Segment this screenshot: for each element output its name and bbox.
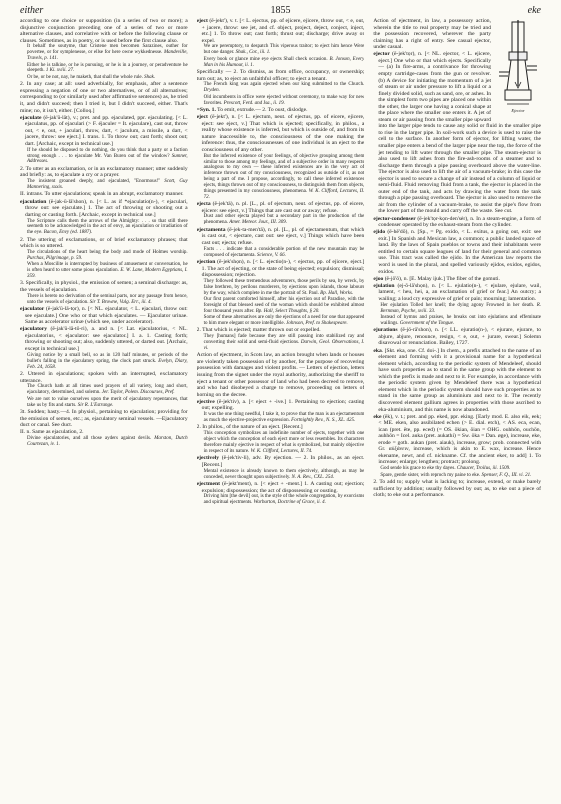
quotation xyxy=(27,397,188,409)
dictionary-entry xyxy=(197,259,365,279)
quotation-text: The Church hath at all times used prayers of all variety, long and short, ejaculatory, determined, and solemn. xyxy=(27,384,188,396)
entry-headword: ejecta xyxy=(196,201,211,208)
entry-definition: 2. To add to; supply what is lacking to; increase, extend, or make barely sufficient by addition; usually followed by out; as, to eke out a piece of cloth; to eke out a performance. xyxy=(373,479,541,499)
dictionary-entry xyxy=(373,276,541,283)
dictionary-entry xyxy=(197,455,365,468)
entry-sense xyxy=(197,69,365,82)
quotation xyxy=(27,436,188,448)
quotation xyxy=(27,219,188,237)
quotation xyxy=(204,412,365,424)
entry-headword: eject xyxy=(196,114,208,121)
quotation-citation: Scott, Guy Mannering, xxxix. xyxy=(27,179,188,191)
dictionary-entry xyxy=(373,414,541,466)
entry-definition: (ē-jö-rā'shon), n. [< LL. ejuratio(n-), < ejurare, ejurare, to abjure, abjure, renounce, resign, < e, out, + jurare, swear.] Solemn disavowal or renunciation. Bailey, 1727. xyxy=(378,327,541,347)
entry-definition: 2. To utter as an exclamation, or in an exclamatory manner; utter suddenly and briefly: as, to ejaculate a cry or a prayer. xyxy=(20,165,188,179)
quotation-text: Mental existence is already known to them ejectively, although, as may be conceded, never thought upon subjectively. xyxy=(203,468,365,480)
quotation-text: Facts . . . indicate that a considerable portion of the new mountain may be composed of ejectamenta. xyxy=(203,246,365,258)
entry-definition: 2. Uttered in ejaculations; spoken with an interrupted, exclamatory utterance. xyxy=(20,371,188,384)
quotation-text: The Scripture calls them the arrows of the Almighty: . . . so that still there seemeth to be acknowledged in the act of envy, an ejaculation or irradiation of the eye. xyxy=(27,218,188,236)
quotation-citation: Fortnightly Rev., N. S., XL. 425. xyxy=(291,418,356,424)
entry-definition: (ē-jak'ū-lā-tō-ri), a. and n. [< Lat. ejaculatorius, < NL. ejaculatorius, < ejaculator: see ejaculator.] I. a. 1. Casting forth; throwing or shooting out; also, suddenly uttered, or darted out. [Archaic, except in technical use.] xyxy=(25,326,188,353)
entry-sense xyxy=(197,352,365,398)
quotation-citation: Science, V. 66. xyxy=(256,252,286,258)
entry-headword: ejector-condenser xyxy=(373,215,416,222)
quotation xyxy=(27,148,188,166)
entry-sense xyxy=(197,327,365,334)
entry-definition: Action of ejectment, in law, a possessory action, wherein the title to real property may be tried and the possession recovered, wherever the party claiming has a right of entry. See casual ejector, under casual. xyxy=(373,18,492,51)
quotation-citation: Bacon, Envy (ed. 1887). xyxy=(43,230,93,236)
entry-sense xyxy=(20,81,188,114)
entry-definition: (ē-jek-ta-men'tä), n. pl. [L., pl. of ejectamentum, that which is cast out, < ejectare, cast out: see eject, v.] Things which have been cast out; ejecta; refuse. xyxy=(201,226,365,246)
quotation-citation: Warburton, Doctrine of Grace, ii. 4. xyxy=(253,500,326,506)
entry-definition: (ej-ō-lā'shọn), n. [< L. ejulatio(n-), < ejulare, ejulare, wail, lament, < heu, hei, a, an exclamation of grief or fear.] An outcry; a wailing; a loud cry expressive of grief or pain; mourning; lamentation. xyxy=(378,282,541,302)
entry-definition: (ē-jekt'), v. t. [< L. ejectus, pp. of ejicere, ejicere, throw out, < e, out, + jacere, throw: see jet, and cf. object, project, deject, conject, inject, etc.] 1. To throw out; cast forth; thrust out; discharge; drive away or expel. xyxy=(201,18,365,44)
quotation xyxy=(204,297,365,315)
quotation xyxy=(204,82,365,94)
quotation-citation: Jer. Taylor, Polem. Discourses, Pref. xyxy=(101,390,175,396)
quotation-text: If he should be disposed to do nothing, do you think that a party or a faction strong enough . . . to ejaculate Mr. Van Buren out of the window? xyxy=(27,147,188,159)
quotation xyxy=(204,44,365,56)
dictionary-entry xyxy=(20,115,188,148)
dictionary-entry xyxy=(373,216,541,229)
quotation-text: When a Moscilite is interrupted by business of amusement or conversation, he is often heard to utter some pious ejaculation. xyxy=(27,262,188,274)
quotation-citation: W. K. Clifford, Lectures, II. 74. xyxy=(250,448,313,454)
ejector-pump-diagram-icon xyxy=(495,20,541,108)
entry-definition: (ē-jekt'), n. [< L. ejectum, neut. of ejectus, pp. of eicere, ejicere, eject: see eject, v.] That which is ejected; specifically, in philos., a reality whose existence is inferred, but which is outside of, and from its nature inaccessible to, the consciousness of the one making the inference: thus, the consciousnesses of one individual is an eject to the consciousness of any other. xyxy=(201,114,365,153)
entry-definition: (ē-jek'tiv), a. [< eject + -ive.] 1. Pertaining to ejection; casting out; expelling. xyxy=(201,398,365,412)
quotation xyxy=(380,315,541,327)
quotation-citation: Chaucer, Troilus, iii. 1509. xyxy=(456,466,511,472)
dictionary-entry xyxy=(197,114,365,153)
entry-headword: ejulation xyxy=(373,282,395,289)
quotation xyxy=(27,384,188,396)
quotation-text: God sende his grace to eke thy dayes. xyxy=(380,466,456,472)
dictionary-entry xyxy=(20,326,188,352)
entry-headword: ejaculate xyxy=(20,114,42,121)
quotation xyxy=(27,353,188,371)
entry-sense xyxy=(20,237,188,250)
entry-headword: ejoo xyxy=(373,275,384,282)
entry-headword: ejaculation xyxy=(20,198,47,205)
quotation-citation: Shak. xyxy=(144,74,156,80)
quotation-citation: Mandeville, Travels, p. 141. xyxy=(27,50,188,62)
entry-definition: To emit, extrude.— 2. To oust, dislodge. xyxy=(215,107,308,113)
dictionary-entry xyxy=(197,227,365,247)
quotation-citation: N. A. Rev., CXL. 254. xyxy=(291,474,335,480)
dictionary-entry xyxy=(197,18,365,44)
entry-definition: . [Skt. eka, one. Cf. doi-.] In chem., a prefix attached to the name of an element and forming with it a provisional name for a hypothetical element which, according to the periodic system of Mendeleef, should have such properties as to stand in the same group with the element to which the prefix is made and next to it. For example, in accordance with the periodic system given by Mendeleef there was a hypothetical element which in the periodic system should have such properties as to stand in the same group as aluminium and next to it. The recently discovered element gallium agrees in properties with those ascribed to eka-aluminium, and this name is now abandoned. xyxy=(378,347,541,413)
quotation-text: Driving him [the devil] out, is the style of the whole congregation, by exorcisms and spiritual ejectments. xyxy=(203,494,365,506)
entry-definition: (ē-jek'tọr), n. [< NL. ejector, < L. ejicere, eject.] One who or that which ejects. Specifically — (a) In fire-arms, a contrivance for throwing empty cartridge-cases from the gun or revolver. (b) A device for initiating the momentum of a jet of steam or air under pressure to lift a liquid or a finely divided solid, such as sand, ore, or ashes. In the simplest form two pipes are placed one within the other, the larger one having a conical shape at the place where the smaller one enters it. A jet of steam or air passing from the smaller pipe upward into the larger pipe tends to cause any solid or fluid in the smaller pipe to rise in the larger pipe. In soil-work such a device is used to raise the cell to the surface. In another form of ejector, for lifting water, the smaller pipe enters a bend of the larger pipe near the top, the force of the jet tending to lift water through the smaller pipe. The steam-ejector is also used to lift ashes from the fire-ash-rooms of a steamer and to discharge them through a pipe passing overboard above the water-line. The ejector is also used to lift the air of a vacuum-brake; in this case the ejector is used to secure a change of air instead of a column of liquid or semi-fluid. Fluid removing fluid from a tank, the ejector is placed in the outer end of the tank, and acts by drawing the water from the tank through a pipe passing overboard. The ejector is also used to remove the air from the cylinder of a vacuum-brake, to assist the pipe's flow from the lower part of the mould and carry off the waste. See cut. xyxy=(378,51,541,215)
quotation xyxy=(204,334,365,352)
quotation-text: The circulations of the heart being the body and mode of Holmes worship. xyxy=(27,250,188,256)
column-middle xyxy=(197,18,365,800)
quotation-text: It was the one thing needful, I take it, to prove that the man is an ejectamentum as much the ejective-projective expression. xyxy=(203,412,365,424)
quotation-citation: R. Bernman, Psyche, xviii. 33. xyxy=(380,302,541,314)
dictionary-entry xyxy=(373,327,541,347)
quotation xyxy=(27,63,188,75)
quotation-citation: Darwin, Geol. Observations, I. vi. xyxy=(203,340,365,351)
entry-headword: ejaculatory xyxy=(20,326,48,333)
entry-sense xyxy=(373,479,541,499)
quotation-citation: Sir R. L'Estrange. xyxy=(77,402,114,408)
entry-definition: (ē-jek'shọn), n. [< L. ejectio(n-), < ejectus, pp. of ejicere, eject.] 1. The act of ejecting, or the state of being ejected; expulsion; dismissal; dispossession; rejection. xyxy=(201,258,365,279)
quotation xyxy=(204,154,365,201)
quotation xyxy=(27,294,188,306)
dictionary-entry xyxy=(373,229,541,275)
entry-sense xyxy=(20,409,188,429)
entry-definition: (ē-jō'ō), n. [E. Malay ijuk.] The fiber of the gomuti. xyxy=(383,275,500,282)
quotation xyxy=(204,469,365,481)
entry-definition: (ē-jek'tọr-kọn-den'sėr), n. In a steam-engine, a form of condenser operated by the exhaust-steam from the cylinder. xyxy=(378,215,541,229)
entry-headword: ejection xyxy=(196,258,216,265)
quotation-citation: Amer. Meteor. Jour., III. 309. xyxy=(229,220,287,226)
entry-definition: 2. In philos., of the nature of an eject. [Recent.] xyxy=(196,424,303,431)
entry-sense xyxy=(20,166,188,179)
entry-definition: (ē-jak'ū-lā-tọr), n. [< NL. ejaculator, < L. ejaculari, throw out: see ejaculate.] One who or that which ejaculates. — Ejaculator urinae. Same as accelerator urinæ (which see, under accelerator). xyxy=(25,306,188,326)
entry-headword: eke xyxy=(373,413,382,420)
quotation-citation: Purchas, Pilgrimage, p. 59. xyxy=(27,255,83,261)
quotation-citation: Government of the Tongue. xyxy=(399,320,455,326)
quotation-citation: Sir T. Browne, Vulg. Err., iii. 4. xyxy=(89,299,152,305)
entry-headword: ejective xyxy=(196,398,215,405)
entry-sense xyxy=(197,424,365,431)
dictionary-entry xyxy=(373,283,541,303)
quotation-text: The French king was again ejected when our king submitted to the Church. xyxy=(203,82,365,88)
entry-headword: eka xyxy=(373,347,382,354)
quotation-text: Dust and other ejecta played but a secondary part in the production of the phenomena. xyxy=(203,214,365,226)
entry-definition: II. intrans. To utter ejaculations; speak in an abrupt, exclamatory manner. xyxy=(20,191,184,198)
entry-definition: (ē-jekt'ment), n. [< eject + -ment.] 1. A casting out; ejection; expulsion; dispossession; the act of dispossessing or ousting. xyxy=(201,480,365,494)
entry-headword: ejido xyxy=(373,229,386,236)
quotation xyxy=(204,57,365,69)
quotation-text: They [humans] fade because they are still passing into stabilized ray and converting their solid and semi-fluid ejections. xyxy=(203,334,365,346)
quotation xyxy=(27,44,188,62)
entry-definition: (ē-jek'tä), n. pl. [L., pl. of ejectum, neut. of ejectus, pp. of eicere, ejicere: see eject, v.] Things that are cast out or away; refuse. xyxy=(201,201,365,214)
quotation xyxy=(380,466,541,472)
entry-headword: ejurations xyxy=(373,327,398,334)
quotation-text: We are not to value ourselves upon the merit of ejaculatory repentances, that take us by fits and starts. xyxy=(27,396,188,408)
quotation-citation: Bp. Hall, Select Thoughts, § 20. xyxy=(255,308,320,314)
dictionary-entry xyxy=(20,199,188,219)
quotation xyxy=(27,179,188,191)
column-left xyxy=(20,18,188,800)
quotation xyxy=(204,247,365,259)
entry-definition: (ē-jak-ū-lā'shon), n. [< L. as if *ejaculatio(n-), < ejaculari, throw out: see ejaculate.] 1. The act of throwing or shooting out a darting or casting forth. [Archaic, except in technical use.] xyxy=(25,198,188,218)
quotation-citation: Johnson, Pref. to Shakespeare. xyxy=(286,320,348,326)
quotation-citation: Evelyn, Diary, Feb. 24, 1658. xyxy=(27,358,188,370)
quotation-citation: B. Jonson, Every Man in his Humour, ii. 1. xyxy=(203,56,365,68)
quotation-citation: Dryden. xyxy=(203,88,220,94)
entry-definition: (ē-hē'dō), n. [Sp., = Pg. exido, < L. exitus, a going out, exit: see exit.] In Spanish and Mexican law, a common; a public landed space of land. By the laws of Spain pueblos or towns and their inhabitants were entitled to certain square leagues of land for their general and common use. This tract was called the ejido. In the American law reports the word is used in the plural, and spelled variously ejidos, exidos, egidos, exidos. xyxy=(378,229,541,275)
entry-headword: ejectively xyxy=(196,455,220,462)
quotation-citation: Spenser, F. Q., III. vi. 21. xyxy=(481,472,532,478)
figure-caption: Ejector xyxy=(511,108,525,113)
dictionary-entry xyxy=(373,348,541,413)
quotation-citation: W. K. Clifford, Lectures, II. 72. xyxy=(203,188,365,200)
quotation-text: Spare, gentle sister, with reproch my paine to eke. xyxy=(380,472,481,478)
column-right xyxy=(373,18,541,800)
dictionary-entry xyxy=(197,107,365,114)
right-guide-word: eke xyxy=(527,5,541,16)
quotation-text: Divine ejaculatories, and all those ayders against devils. xyxy=(27,436,152,442)
quotation xyxy=(204,315,365,327)
page-number: 1855 xyxy=(270,5,291,16)
quotation-text: Her ejulation Tolled her knell; the dying agony Frowned in her death. xyxy=(380,302,535,308)
entry-definition: 3. Specifically, in physiol., the emission of semen; a seminal discharge: as, the vessels of ejaculation. xyxy=(20,280,188,294)
entry-definition: 2. In any case; at all: used adverbially, for emphasis, after a sentence expressing a negation of one or two alternatives, or of all alternatives; corresponding to (or similarly used after affirmative sentences) as, he tried it, and didn't succeed; then I tried it, but I didn't succeed, either. That's mine; no, it isn't, either. [Colloq.] xyxy=(20,81,188,114)
entry-definition: according to one choice or supposition (in a series of two or more); a disjunctive conjunction preceding one of a series of two or more alternative clauses, and correlative with or before the following clause or clauses. Sometimes, as in poetry, or is used before the first clause also. xyxy=(20,18,188,44)
quotation-text: Either he is talkine, or he is pursuing, or he is in a journey, or peradventure he sleepeth. xyxy=(27,62,188,74)
entry-definition: 2. The uttering of exclamations, or of brief exclamatory phrases; that which is so uttered. xyxy=(20,236,188,250)
quotation-citation: Prescott, Ferd. and Isa., ii. 19. xyxy=(223,100,285,106)
quotation xyxy=(27,262,188,280)
entry-sense xyxy=(20,371,188,384)
quotation-text: Some of these alternatives are only the ejections of a need for one that appeared to him more elegant or more intelligible. xyxy=(203,315,365,326)
entry-definition: 2. That which is ejected; matter thrown out or expelled. xyxy=(196,327,321,334)
quotation xyxy=(380,473,541,479)
dictionary-entry xyxy=(197,399,365,412)
entry-definition: Action of ejectment, in Scots law, an action brought when lands or houses are violently taken possession of by another, for the purpose of recovering possession with damages and violent profits. — Letters of ejection, letters issuing from the signet under the royal authority, authorizing the sheriff to eject a tenant or other possessor of land who had been decreed to remove, and who had disobeyed a charge to remove, proceeding on letters of horning on the decree. xyxy=(196,352,365,398)
quotation-text: Or be, or be not, nay, he maketh, that shall the whole rule. xyxy=(27,74,143,80)
quotation-text: Giving notice by a small bell, so as in 120 half minutes, or periods of the bullet's falling in the ejaculatory spring, the clock part struck. xyxy=(27,352,188,364)
quotation-text: Our first parent comforted himself, after his ejection out of Paradise, with the foresight of that blessed seed of the woman which should be exhibited almost four thousand years after. xyxy=(203,297,365,314)
quotation xyxy=(380,303,541,315)
entry-definition: (ēk), v. t.; pret. and pp. eked, ppr. eking. [Early mod. E. also eik, eek; < ME. eken, also assibilated echen (> E. dial. etch), < AS. eca, ecan, ican (pret. ēte, pp. eced) (= OS. ōkian, ōian = OHG. ouhhōn, ouchōn, auhhōn = Icel. auka (pret. aukathi) = Sw. öka = Dan. øge), increase, eke, erode = goth. aukan (pret. aiauk), increase, grow; prob. connected with Gr. αὐξάνειν, increase, which is akin to E. wax, increase. Hence ekename, newt, and cf. nickname. Cf. the ancient eker, to add] 1. To increase; enlarge; lengthen; protract; prolong. xyxy=(378,413,541,466)
entry-sense xyxy=(20,18,188,44)
entry-headword: =Syn. 1. xyxy=(196,107,216,113)
quotation-citation: Shak., Cor., iii. 1. xyxy=(235,50,271,56)
quotation-citation: Marston, Dutch Courtezan, iv. 1. xyxy=(27,436,188,447)
entry-sense xyxy=(20,429,188,436)
entry-headword: ejectamenta xyxy=(196,226,226,233)
quotation-text: We are peremptory, to despatch This viperous traitor; to eject him hence Were but one danger. xyxy=(203,44,365,56)
dictionary-entry xyxy=(20,306,188,326)
entry-headword: ejaculator xyxy=(20,306,45,313)
quotation-text: Every book or glance mine eye ejects Shall check occasion. xyxy=(203,56,328,62)
quotation xyxy=(204,95,365,107)
quotation-text: It behalf the soutyme, that Cristene men becomen Sarazines, outher for povertee, or for symplenesse, or ellse for here owne wykkednesse. xyxy=(27,44,188,56)
quotation xyxy=(204,214,365,226)
entry-definition: (ē-jek'tiv-li), adv. By ejection. — 2. In philos., as an eject. [Recent.] xyxy=(201,455,365,468)
dictionary-columns xyxy=(20,18,541,800)
quotation-citation: E. W. Lane, Modern Egyptians, I. 359. xyxy=(27,268,188,280)
quotation xyxy=(204,279,365,297)
entry-sense xyxy=(20,280,188,293)
entry-headword: ejector xyxy=(373,51,390,58)
ejector-figure xyxy=(495,20,541,116)
left-guide-word: either xyxy=(20,5,44,16)
quotation-text: The insistent groaned deeply, and ejaculated, "Enormous!" xyxy=(27,179,161,185)
entry-sense xyxy=(20,191,188,198)
quotation xyxy=(204,431,365,454)
quotation-text: But the inferred existence of your feelings, of objective grouping among them similar to those among my feelings, and of a subjective order in many respects analogous to my own — these inferred existences are in the very act of inference thrown out of my consciousness, recognized as outside of it, as not being a part of me. I propose, accordingly, to call these inferred existences ejects, things thrown out of my consciousness, to distinguish them from objects, things presented in my consciousness, phenomena. xyxy=(203,153,365,194)
quotation-citation: 1 Ki. xviii. 27. xyxy=(45,68,75,74)
quotation-text: They followed these tremendous adventurers, those perils by sea, by wreck, by false brethren, by perilous murderers, by ejections upon islands, those labours by the way, which complete in me the portrait of St. Paul. xyxy=(203,278,365,296)
quotation-text: There is hereto no derivation of the seminal parts, nor any passage from hence, unto the vessels of ejaculation. xyxy=(27,293,188,305)
quotation-text: This conception symbolizes an indefinite number of ejects, together with one object which the conception of each eject more or less resembles. Its characters therefore mainly ejective in respect of what is symbolized, but mainly objective in respect of its nature. xyxy=(203,431,365,454)
entry-definition: (ē-jak'ū-lāt), v.; pret. and pp. ejaculated, ppr. ejaculating. [< L. ejaculatus, pp. of ejaculari (> F. éjaculer = It. ejaculare), cast out, throw out, < e, out, + jaculari, throw, dart, < jaculum, a missile, a dart, < jacere, throw: see eject.] I. trans. 1. To throw out; cast forth; shoot out; dart. [Archaic, except in technical use.] xyxy=(25,114,188,147)
dictionary-entry xyxy=(197,201,365,214)
entry-headword: eject xyxy=(196,18,208,24)
entry-definition: II. n. Same as ejaculation, 2. xyxy=(20,429,84,436)
quotation xyxy=(27,75,188,81)
entry-definition: 3t. Sudden; hasty.—4. In physiol., pertaining to ejaculation; providing for the emission of semen, etc.; as, ejaculatory seminal vessels. —Ejaculatory duct or canal. See duct. xyxy=(20,408,188,429)
dictionary-entry xyxy=(197,481,365,494)
quotation-text: Old incumbents in office were ejected without ceremony, to make way for new favorites. xyxy=(203,94,365,106)
entry-definition: Specifically — 2. To dismiss, as from office, occupancy, or ownership; turn out; as, to eject an unfaithful officer; to eject a tenant. xyxy=(196,69,365,82)
quotation xyxy=(204,494,365,506)
page-header xyxy=(20,5,541,17)
entry-headword: ejectment xyxy=(196,480,220,487)
quotation xyxy=(27,250,188,262)
quotation-text: Instead of hymns and praises, he breaks out into ejulations and effeminate wailings. xyxy=(380,315,541,326)
quotation-citation: Sumner, Addresses. xyxy=(27,153,188,165)
quotation-citation: Bp. Hall, Works. xyxy=(320,290,354,296)
